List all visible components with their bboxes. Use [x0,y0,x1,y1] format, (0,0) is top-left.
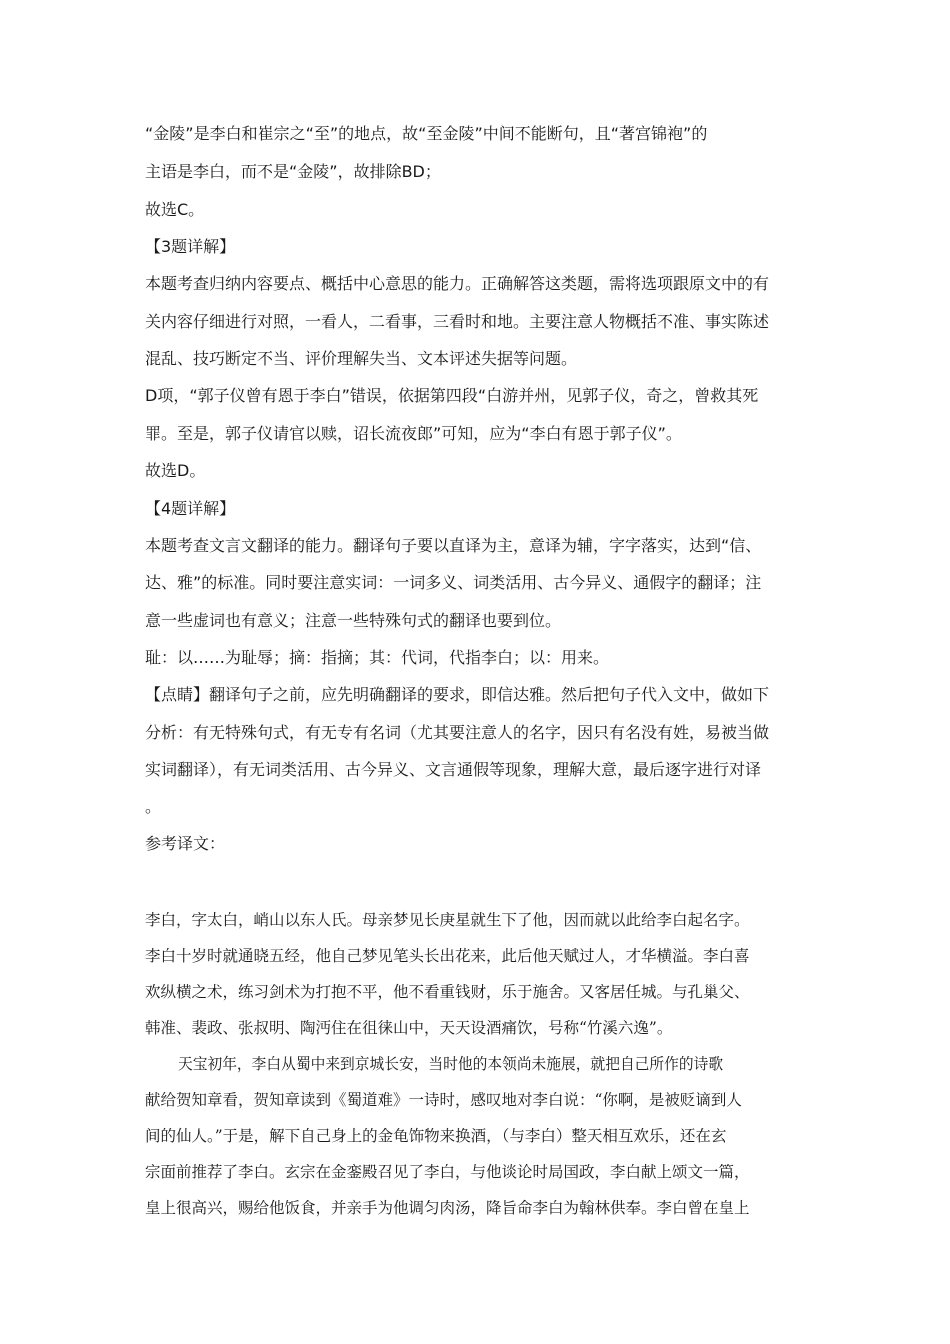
analysis-line: 。 [145,797,162,816]
analysis-line: 本题考查文言文翻译的能力。翻译句子要以直译为主，意译为辅，字字落实，达到“信、 [145,536,762,555]
translation-line: 欢纵横之术，练习剑术为打抱不平，他不看重钱财，乐于施舍。又客居任城。与孔巢父、 [145,983,750,1001]
translation-line: 间的仙人。”于是，解下自己身上的金龟饰物来换酒，（与李白）整天相互欢乐，还在玄 [145,1127,727,1145]
section-heading: 【3题详解】 [145,237,236,256]
translation-line: 韩准、裴政、张叔明、陶沔住在徂徕山中，天天设酒痛饮，号称“竹溪六逸”。 [145,1019,673,1037]
analysis-line: “金陵”是李白和崔宗之“至”的地点，故“至金陵”中间不能断句，且“著宫锦袍”的 [145,124,708,143]
analysis-line: 分析：有无特殊句式，有无专有名词（尤其要注意人的名字，因只有名没有姓，易被当做 [145,723,770,742]
translation-line: 宗面前推荐了李白。玄宗在金銮殿召见了李白，与他谈论时局国政，李白献上颂文一篇， [145,1163,750,1181]
analysis-line: 达、雅”的标准。同时要注意实词：一词多义、词类活用、古今异义、通假字的翻译；注 [145,573,762,592]
analysis-line: 混乱、技巧断定不当、评价理解失当、文本评述失据等问题。 [145,349,578,368]
analysis-line: 故选C。 [145,200,205,219]
analysis-line: 耻：以……为耻辱；摘：指摘；其：代词，代指李白；以：用来。 [145,648,610,667]
analysis-line: 【点睛】翻译句子之前，应先明确翻译的要求，即信达雅。然后把句子代入文中，做如下 [145,685,770,704]
analysis-line: 意一些虚词也有意义；注意一些特殊句式的翻译也要到位。 [145,611,562,630]
section-heading: 【4题详解】 [145,499,236,518]
analysis-line: 主语是李白，而不是“金陵”，故排除BD； [145,162,441,181]
analysis-line: 故选D。 [145,461,206,480]
analysis-line: 实词翻译），有无词类活用、古今异义、文言通假等现象，理解大意，最后逐字进行对译 [145,760,762,779]
analysis-line: 关内容仔细进行对照，一看人，二看事，三看时和地。主要注意人物概括不准、事实陈述 [145,312,770,331]
analysis-line: 罪。至是，郭子仪请官以赎，诏长流夜郎”可知，应为“李白有恩于郭子仪”。 [145,424,682,443]
translation-line: 皇上很高兴，赐给他饭食，并亲手为他调匀肉汤，降旨命李白为翰林供奉。李白曾在皇上 [145,1199,750,1217]
analysis-line: 本题考查归纳内容要点、概括中心意思的能力。正确解答这类题，需将选项跟原文中的有 [145,274,770,293]
translation-line: 献给贺知章看，贺知章读到《蜀道难》一诗时，感叹地对李白说：“你啊，是被贬谪到人 [145,1091,742,1109]
translation-heading: 参考译文： [145,834,226,853]
translation-line: 李白十岁时就通晓五经，他自己梦见笔头长出花来，此后他天赋过人，才华横溢。李白喜 [145,947,750,965]
translation-line: 李白，字太白，峭山以东人氏。母亲梦见长庚星就生下了他，因而就以此给李白起名字。 [145,911,750,929]
analysis-line: D项，“郭子仪曾有恩于李白”错误，依据第四段“白游并州，见郭子仪，奇之，曾救其死 [145,386,759,405]
translation-line: 天宝初年，李白从蜀中来到京城长安，当时他的本领尚未施展，就把自己所作的诗歌 [178,1055,724,1073]
